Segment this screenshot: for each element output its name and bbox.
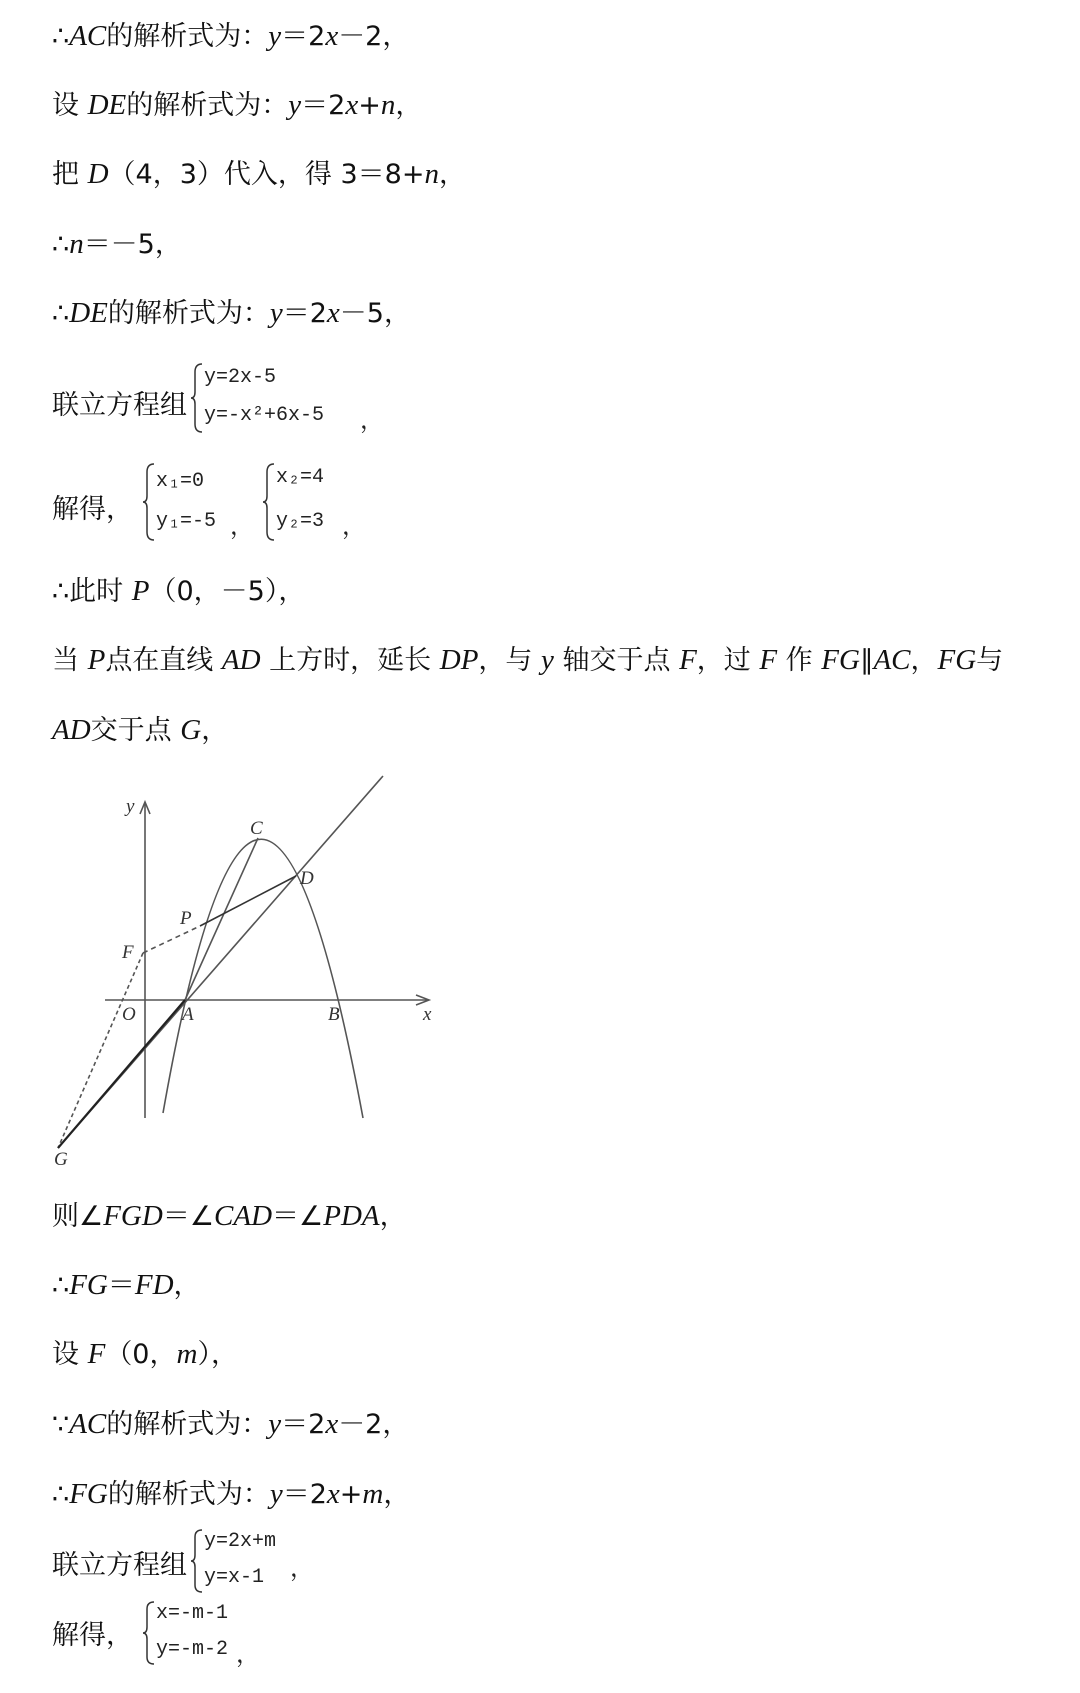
math-symbol: y xyxy=(541,644,554,676)
text-segment: ， xyxy=(379,1201,407,1232)
math-symbol: y xyxy=(288,89,302,121)
label-p: P xyxy=(180,908,192,929)
label-c: C xyxy=(250,818,263,839)
math-symbol: m xyxy=(176,1338,198,1370)
solution-system xyxy=(262,462,372,542)
parabola-diagram xyxy=(40,760,460,1170)
math-symbol: F xyxy=(679,644,697,676)
text-segment: ∴ xyxy=(52,1270,70,1301)
label-d: D xyxy=(300,868,314,889)
comma: ， xyxy=(360,409,384,436)
text-line xyxy=(52,87,422,124)
math-symbol: FD xyxy=(134,1269,174,1301)
math-symbol: x xyxy=(325,1408,339,1440)
text-segment: （0，－5）， xyxy=(149,576,306,607)
text-segment: ，过 xyxy=(696,645,760,676)
text-line xyxy=(52,573,305,610)
label-y: y xyxy=(126,796,135,817)
math-symbol: AC xyxy=(69,20,107,52)
text-segment: 的解析式为： xyxy=(107,298,270,329)
math-symbol: FG xyxy=(69,1269,108,1301)
text-segment: + xyxy=(339,1479,363,1510)
text-line xyxy=(52,18,409,55)
text-line xyxy=(52,1406,409,1443)
text-segment: ， xyxy=(910,645,938,676)
text-segment: 把 xyxy=(52,159,88,190)
math-symbol: n xyxy=(424,158,439,190)
math-symbol: DE xyxy=(87,89,127,121)
math-symbol: n xyxy=(69,228,84,260)
text-segment: + xyxy=(358,90,381,121)
text-segment: ∵ xyxy=(52,1409,70,1440)
text-segment: 的解析式为： xyxy=(107,1479,270,1510)
system-label: 联立方程组 xyxy=(52,390,187,421)
label-o: O xyxy=(122,1004,136,1025)
math-symbol: x xyxy=(325,20,339,52)
comma: ， xyxy=(230,515,254,542)
math-symbol: x xyxy=(326,1478,340,1510)
text-segment: ）， xyxy=(197,1339,238,1370)
math-symbol: P xyxy=(87,644,106,676)
text-segment: －2， xyxy=(338,21,410,52)
solution-system xyxy=(142,462,252,542)
brace-icon xyxy=(190,362,204,434)
dashed-fp xyxy=(143,926,200,953)
solve-label: 解得， xyxy=(52,494,133,525)
text-segment: ＝ xyxy=(107,1270,135,1301)
text-line xyxy=(52,295,411,332)
text-segment: 的解析式为： xyxy=(126,90,289,121)
line-ac xyxy=(185,838,258,1000)
text-segment: ∥ xyxy=(859,645,874,676)
text-segment: ∴ xyxy=(52,298,70,329)
math-symbol: x xyxy=(345,89,359,121)
comma: ， xyxy=(290,1557,314,1584)
brace-icon xyxy=(142,1600,156,1666)
math-symbol: G xyxy=(180,714,202,746)
equation-row: y=-m-2 xyxy=(156,1638,229,1661)
text-segment: ， xyxy=(438,159,466,190)
text-line xyxy=(52,712,228,749)
text-segment: 作 xyxy=(777,645,822,676)
math-symbol: DE xyxy=(69,297,108,329)
text-line xyxy=(52,1198,407,1235)
text-segment: ∴ xyxy=(52,1479,70,1510)
equation-row: y=2x+m xyxy=(204,1530,277,1553)
text-segment: ＝∠ xyxy=(162,1201,215,1232)
equation-row: x=-m-1 xyxy=(156,1602,229,1625)
solution-system xyxy=(142,1600,282,1670)
system-label: 联立方程组 xyxy=(52,1550,187,1581)
comma: ， xyxy=(342,515,366,542)
math-symbol: y xyxy=(269,297,283,329)
dashed-fg xyxy=(58,953,143,1148)
equation-row: y=2x-5 xyxy=(204,366,277,389)
text-segment: ＝2 xyxy=(282,298,327,329)
math-symbol: n xyxy=(380,89,396,121)
text-segment: ， xyxy=(395,90,423,121)
math-symbol: F xyxy=(759,644,778,676)
equation-row: y=x-1 xyxy=(204,1566,265,1589)
math-symbol: AC xyxy=(69,1408,107,1440)
math-symbol: P xyxy=(131,575,150,607)
math-symbol: AD xyxy=(52,714,91,746)
label-g: G xyxy=(54,1149,68,1170)
math-symbol: AD xyxy=(221,644,261,676)
text-segment: ＝∠ xyxy=(272,1201,324,1232)
text-segment: ， xyxy=(383,1479,411,1510)
text-line xyxy=(52,156,466,193)
text-line xyxy=(52,1267,201,1304)
solve-label: 解得， xyxy=(52,1620,133,1651)
text-line xyxy=(52,642,1003,679)
equation-system xyxy=(190,1528,350,1594)
text-segment: ＝－5， xyxy=(83,229,182,260)
text-segment: ， xyxy=(173,1270,201,1301)
label-f: F xyxy=(122,942,134,963)
text-segment: ＝2 xyxy=(281,21,326,52)
text-segment: （0， xyxy=(105,1339,177,1370)
math-symbol: PDA xyxy=(323,1200,380,1232)
equation-row: y₁=-5 xyxy=(156,510,217,533)
math-symbol: x xyxy=(326,297,340,329)
math-symbol: CAD xyxy=(214,1200,273,1232)
brace-icon xyxy=(142,462,156,542)
text-segment: 点在直线 xyxy=(105,645,222,676)
text-segment: 的解析式为： xyxy=(106,1409,269,1440)
label-x: x xyxy=(423,1004,432,1025)
text-line xyxy=(52,226,182,263)
text-segment: 设 xyxy=(52,90,88,121)
equation-system xyxy=(190,362,390,434)
text-segment: ， xyxy=(201,715,229,746)
label-a: A xyxy=(182,1004,194,1025)
math-symbol: m xyxy=(362,1478,384,1510)
math-symbol: FGD xyxy=(103,1200,163,1232)
math-symbol: FG xyxy=(937,644,977,676)
text-segment: ∴ xyxy=(52,229,70,260)
text-segment: 轴交于点 xyxy=(553,645,680,676)
math-symbol: FG xyxy=(69,1478,108,1510)
text-segment: 与 xyxy=(976,645,1004,676)
equation-row: x₂=4 xyxy=(276,466,325,489)
text-segment: ∴此时 xyxy=(52,576,132,607)
text-segment: 设 xyxy=(52,1339,88,1370)
text-segment: 当 xyxy=(52,645,88,676)
math-symbol: DP xyxy=(439,644,479,676)
text-segment: ＝2 xyxy=(281,1409,326,1440)
text-line xyxy=(52,1336,238,1373)
math-symbol: y xyxy=(268,20,282,52)
text-segment: 交于点 xyxy=(90,715,181,746)
equation-row: x₁=0 xyxy=(156,470,205,493)
text-segment: 上方时，延长 xyxy=(260,645,440,676)
text-segment: －5， xyxy=(339,298,411,329)
text-segment: ，与 xyxy=(478,645,542,676)
text-segment: （4，3）代入，得 3＝8+ xyxy=(108,159,425,190)
math-symbol: AC xyxy=(873,644,911,676)
brace-icon xyxy=(262,462,276,542)
text-line xyxy=(52,1476,410,1513)
brace-icon xyxy=(190,1528,204,1594)
label-b: B xyxy=(328,1004,340,1025)
comma: ， xyxy=(236,1643,260,1670)
text-segment: －2， xyxy=(338,1409,410,1440)
text-segment: ∴ xyxy=(52,21,70,52)
text-segment: 的解析式为： xyxy=(106,21,269,52)
math-symbol: y xyxy=(269,1478,283,1510)
text-segment: ＝2 xyxy=(301,90,346,121)
math-symbol: y xyxy=(268,1408,282,1440)
math-symbol: F xyxy=(87,1338,106,1370)
equation-row: y=-x²+6x-5 xyxy=(204,404,325,427)
math-symbol: FG xyxy=(821,644,860,676)
parabola xyxy=(163,839,363,1118)
text-segment: ＝2 xyxy=(282,1479,327,1510)
text-segment: 则∠ xyxy=(52,1201,104,1232)
math-symbol: D xyxy=(87,158,109,190)
equation-row: y₂=3 xyxy=(276,510,325,533)
